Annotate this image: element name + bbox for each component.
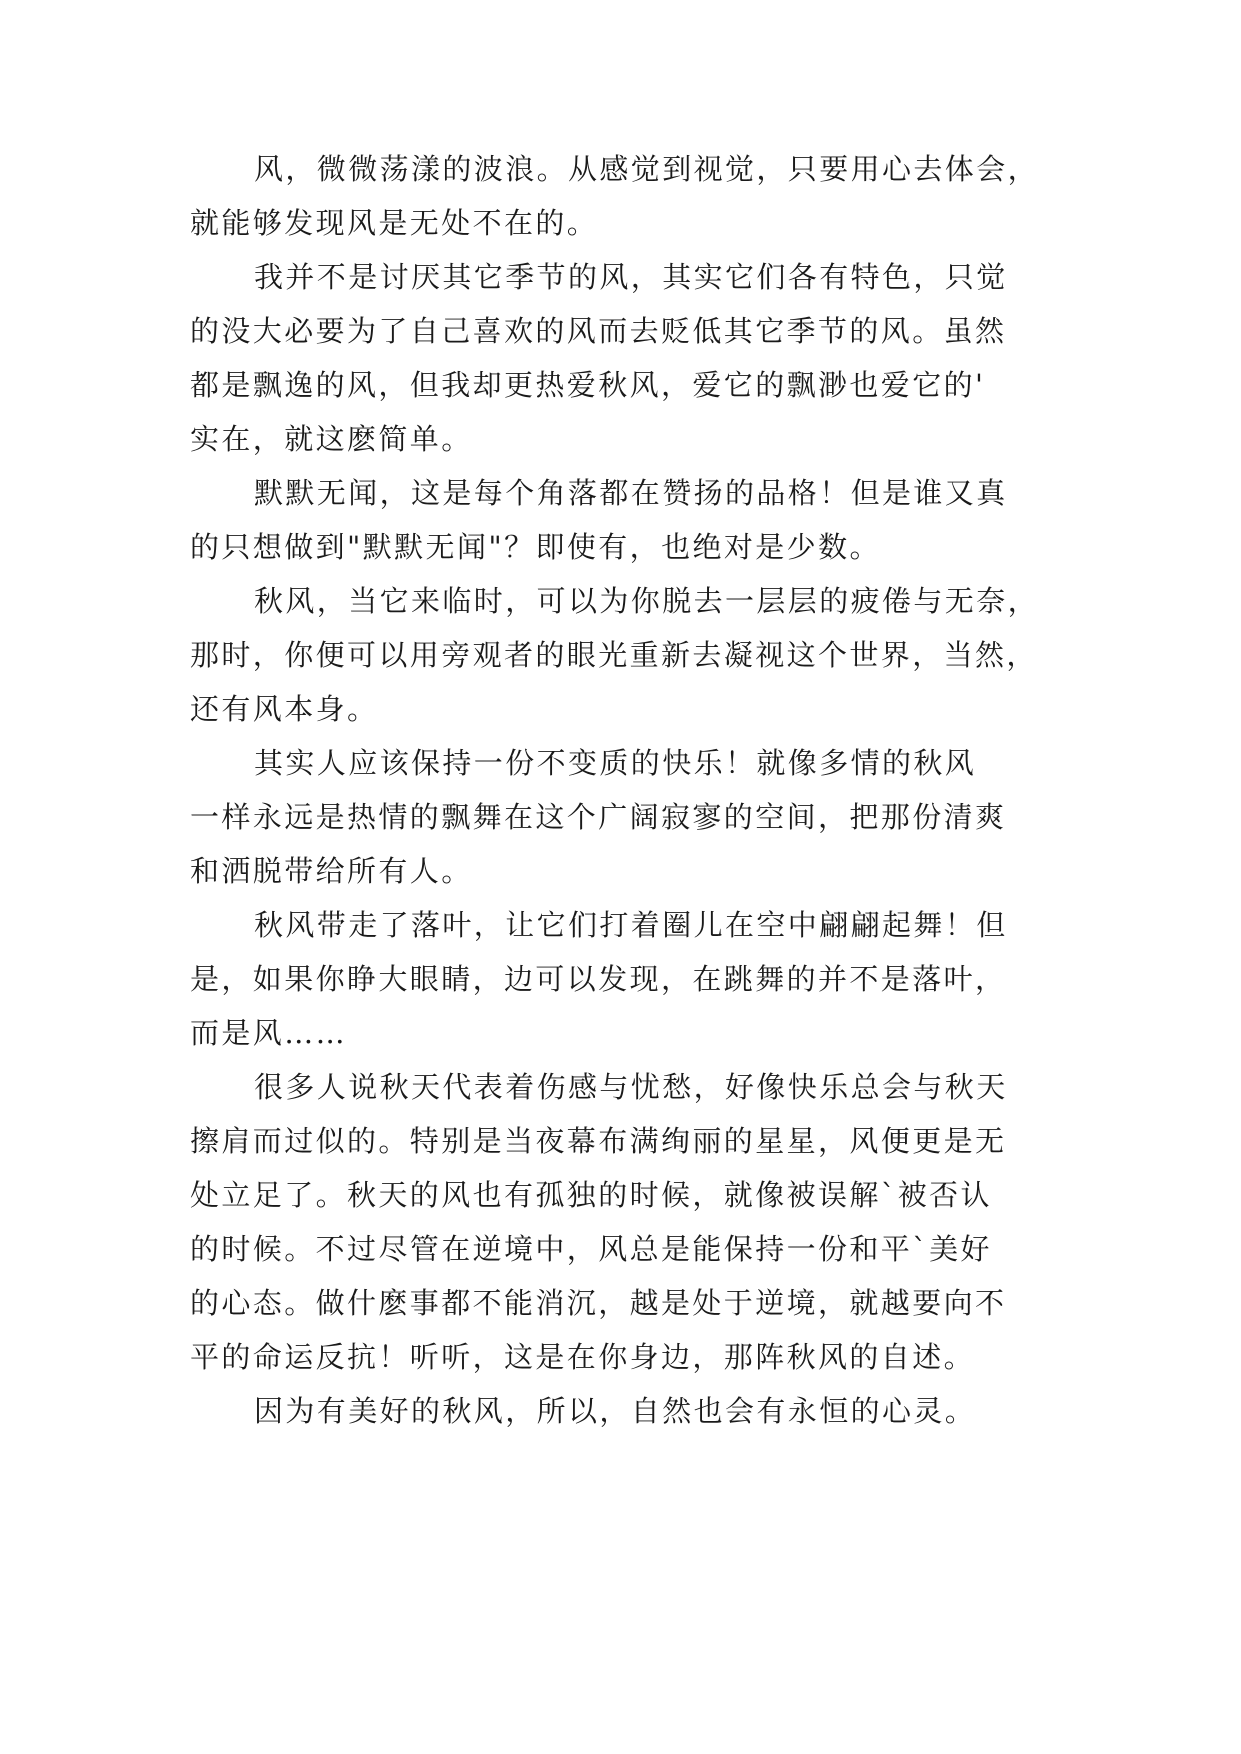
- text-line: 实在，就这麽简单。: [190, 422, 473, 456]
- text-line: 风，微微荡漾的波浪。从感觉到视觉，只要用心去体会，: [254, 152, 1040, 186]
- text-line: 很多人说秋天代表着伤感与忧愁，好像快乐总会与秋天: [254, 1070, 1008, 1104]
- text-line: 就能够发现风是无处不在的。: [190, 206, 599, 240]
- text-line: 默默无闻，这是每个角落都在赞扬的品格！但是谁又真: [254, 476, 1008, 510]
- text-line: 的只想做到"默默无闻"？即使有，也绝对是少数。: [190, 530, 881, 564]
- text-line: 秋风，当它来临时，可以为你脱去一层层的疲倦与无奈，: [254, 584, 1040, 618]
- text-line: 因为有美好的秋风，所以，自然也会有永恒的心灵。: [254, 1394, 977, 1428]
- text-line: 是，如果你睁大眼睛，边可以发现，在跳舞的并不是落叶，: [190, 962, 1007, 996]
- text-line: 其实人应该保持一份不变质的快乐！就像多情的秋风: [254, 746, 977, 780]
- text-line: 我并不是讨厌其它季节的风，其实它们各有特色，只觉: [254, 260, 1008, 294]
- text-line: 和洒脱带给所有人。: [190, 854, 473, 888]
- text-line: 一样永远是热情的飘舞在这个广阔寂寥的空间，把那份清爽: [190, 800, 1007, 834]
- text-line: 而是风……: [190, 1016, 348, 1050]
- text-line: 的时候。不过尽管在逆境中，风总是能保持一份和平`美好: [190, 1232, 992, 1266]
- text-line: 那时，你便可以用旁观者的眼光重新去凝视这个世界，当然，: [190, 638, 1038, 672]
- text-line: 的心态。做什麽事都不能消沉，越是处于逆境，就越要向不: [190, 1286, 1007, 1320]
- text-line: 的没大必要为了自己喜欢的风而去贬低其它季节的风。虽然: [190, 314, 1007, 348]
- text-line: 都是飘逸的风，但我却更热爱秋风，爱它的飘渺也爱它的': [190, 368, 986, 402]
- text-line: 平的命运反抗！听听，这是在你身边，那阵秋风的自述。: [190, 1340, 976, 1374]
- text-line: 擦肩而过似的。特别是当夜幕布满绚丽的星星，风便更是无: [190, 1124, 1007, 1158]
- text-line: 还有风本身。: [190, 692, 379, 726]
- text-line: 处立足了。秋天的风也有孤独的时候，就像被误解`被否认: [190, 1178, 992, 1212]
- text-line: 秋风带走了落叶，让它们打着圈儿在空中翩翩起舞！但: [254, 908, 1008, 942]
